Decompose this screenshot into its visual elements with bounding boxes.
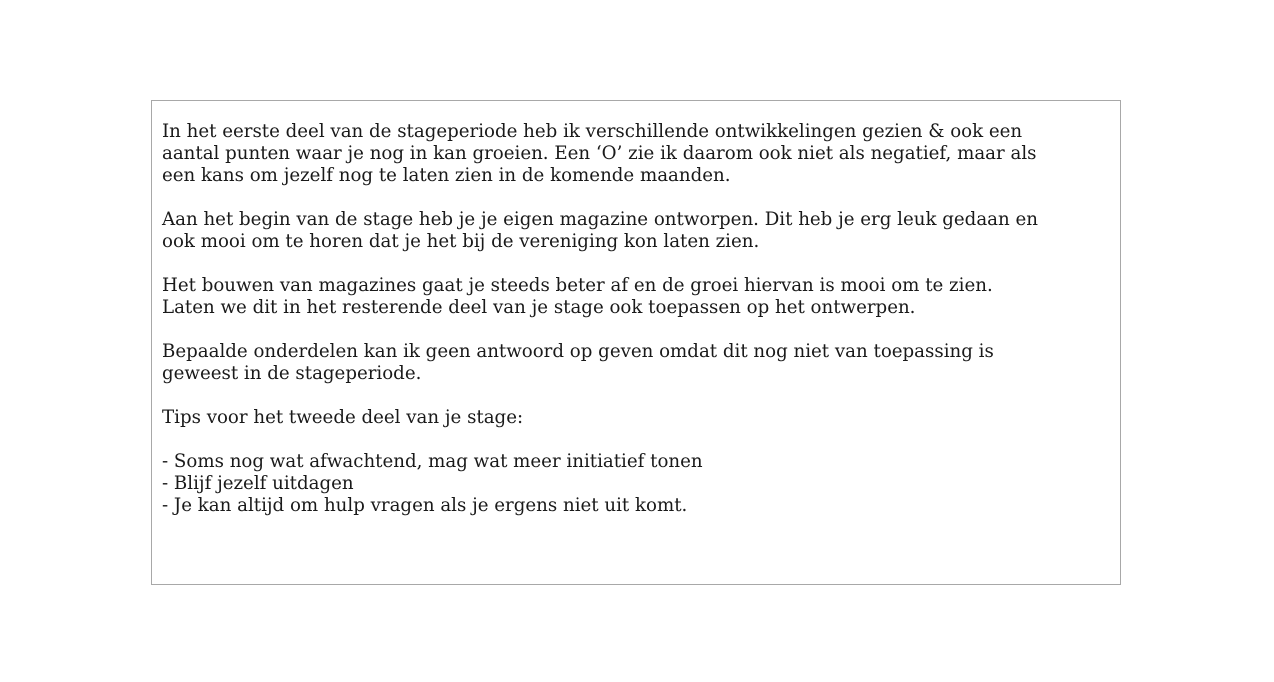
paragraph-growth: Het bouwen van magazines gaat je steeds beter af en de groei hiervan is mooi om te zien. Laten we dit in het resterende deel van je stage ook toepassen op het ontwerpen. [162,275,993,318]
paragraph-magazine: Aan het begin van de stage heb je je eigen magazine ontworpen. Dit heb je erg leuk gedaan en ook mooi om te horen dat je het bij de vereniging kon laten zien. [162,209,1038,252]
list-item: - Soms nog wat afwachtend, mag wat meer initiatief tonen [162,451,703,472]
tips-list [162,451,1110,517]
list-item: - Je kan altijd om hulp vragen als je ergens niet uit komt. [162,495,688,516]
feedback-text-box [151,100,1121,585]
tips-heading: Tips voor het tweede deel van je stage: [162,407,524,428]
paragraph-not-applicable: Bepaalde onderdelen kan ik geen antwoord op geven omdat dit nog niet van toepassing is geweest in de stageperiode. [162,341,994,384]
paragraph-development: In het eerste deel van de stageperiode heb ik verschillende ontwikkelingen gezien & ook een aantal punten waar je nog in kan groeien. Een ‘O’ zie ik daarom ook niet als negatief, maar als een kans om jezelf nog te laten zien in de komende maanden. [162,121,1037,186]
list-item: - Blijf jezelf uitdagen [162,473,354,494]
